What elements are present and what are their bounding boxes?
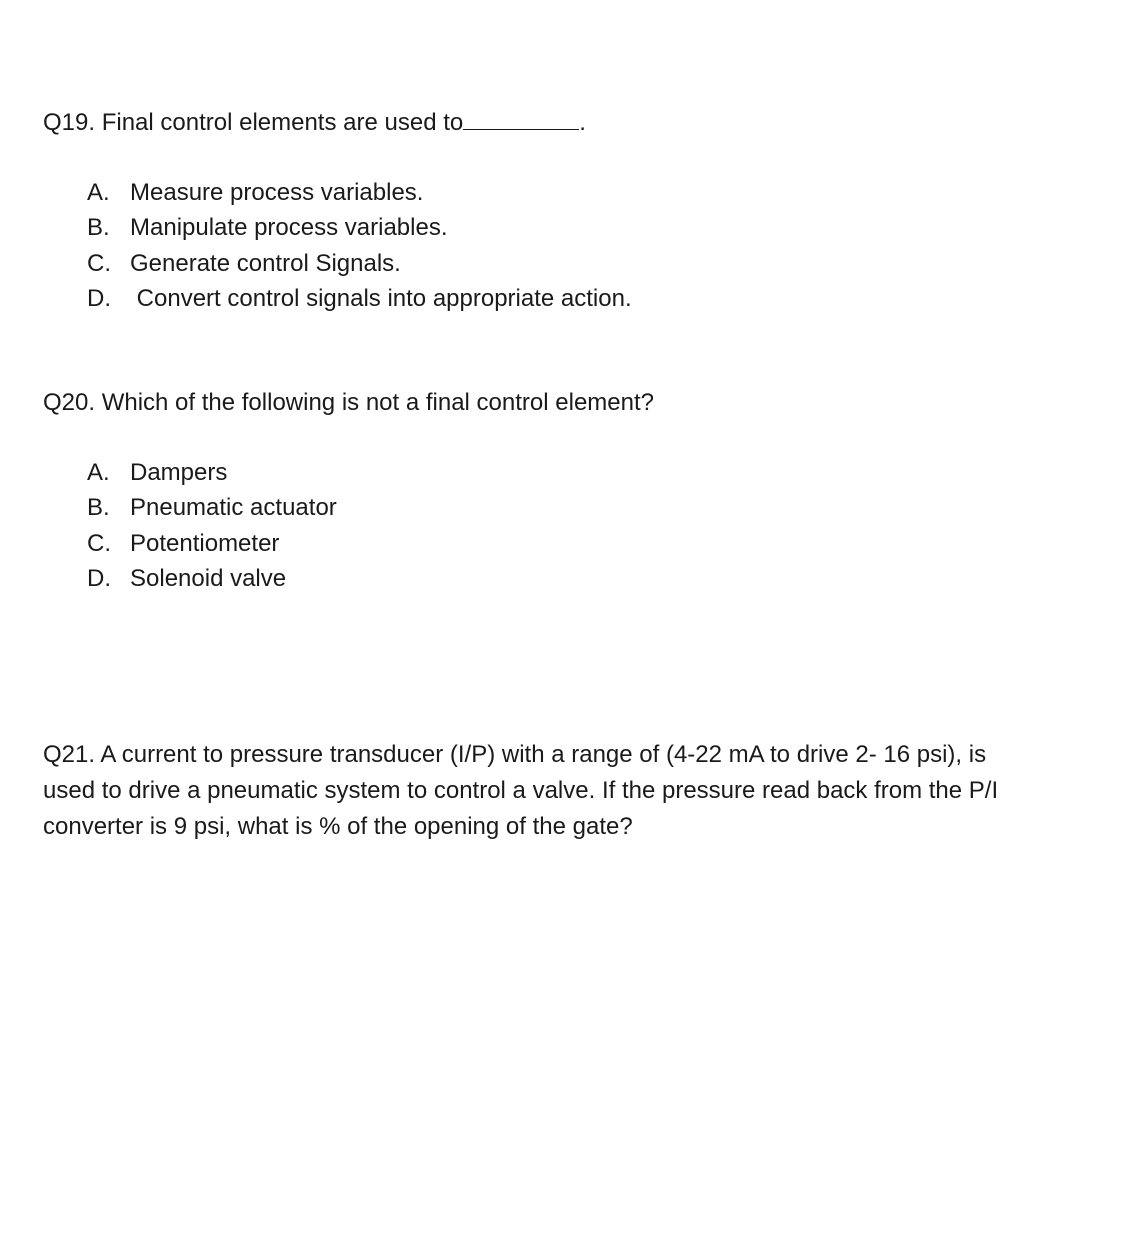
- option-text: Potentiometer: [130, 529, 280, 557]
- option-text: Manipulate process variables.: [130, 214, 448, 242]
- option-item: [87, 210, 632, 245]
- option-text: Dampers: [130, 459, 228, 486]
- question-21-line-3: converter is 9 psi, what is % of the opening of the gate?: [43, 813, 633, 840]
- option-letter: D.: [87, 284, 111, 312]
- question-19-options: [87, 175, 632, 316]
- question-19-period: .: [579, 109, 586, 136]
- option-letter: A.: [87, 179, 110, 206]
- question-19: [43, 105, 586, 141]
- option-item: [87, 246, 632, 281]
- option-text: Generate control Signals.: [130, 249, 401, 277]
- option-letter: A.: [87, 459, 110, 486]
- question-21: [43, 737, 1113, 845]
- option-text: Pneumatic actuator: [130, 494, 337, 522]
- option-letter: B.: [87, 214, 110, 242]
- option-text: Solenoid valve: [130, 564, 287, 592]
- option-item: [87, 490, 337, 525]
- option-item: [87, 455, 337, 490]
- option-text: Measure process variables.: [130, 179, 424, 206]
- question-20: Q20. Which of the following is not a final control element?: [43, 389, 654, 416]
- option-item: [87, 175, 632, 210]
- question-20-options: [87, 455, 337, 596]
- option-letter: C.: [87, 249, 111, 277]
- option-text: Convert control signals into appropriate action.: [130, 284, 632, 312]
- option-letter: D.: [87, 564, 111, 592]
- question-19-text: Q19. Final control elements are used to: [43, 109, 464, 136]
- option-letter: B.: [87, 494, 110, 522]
- option-letter: C.: [87, 529, 111, 557]
- option-item: [87, 526, 337, 561]
- option-item: [87, 561, 337, 596]
- answer-blank: [463, 107, 579, 130]
- question-21-line-2: used to drive a pneumatic system to control a valve. If the pressure read back from the P/I: [43, 777, 999, 804]
- option-item: [87, 281, 632, 316]
- question-21-line-1: Q21. A current to pressure transducer (I/P) with a range of (4-22 mA to drive 2- 16 psi), is: [43, 741, 987, 768]
